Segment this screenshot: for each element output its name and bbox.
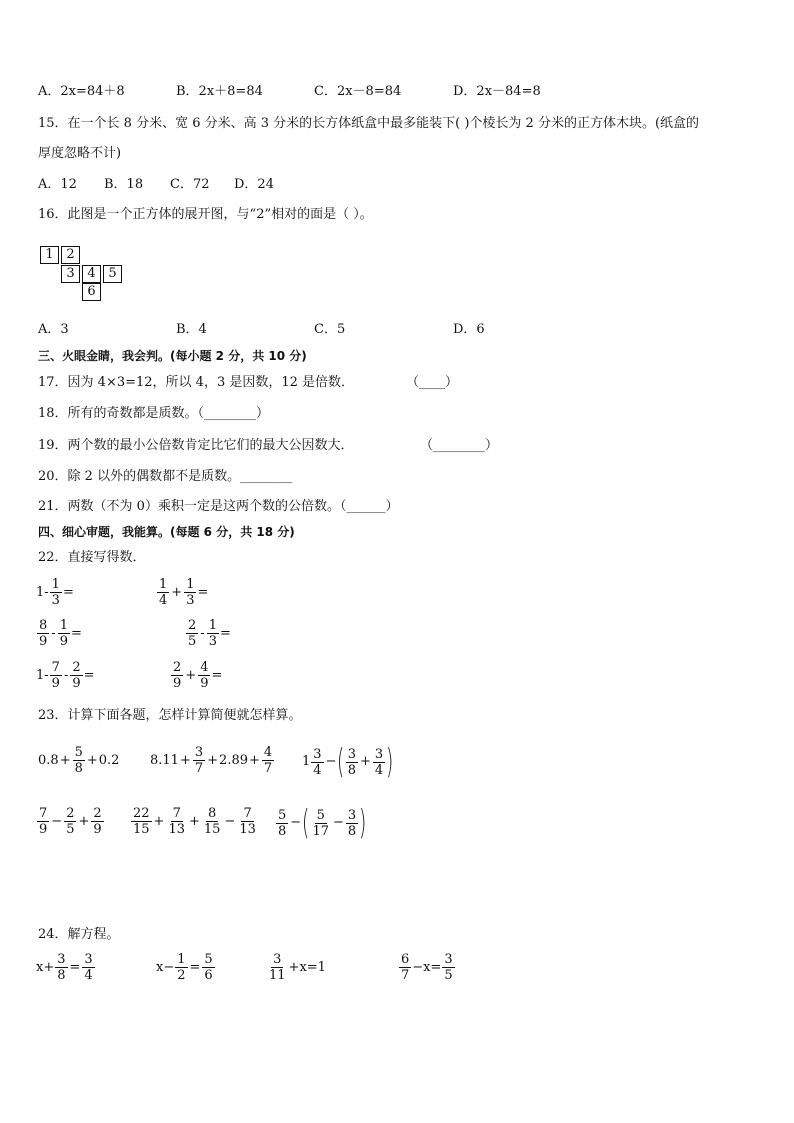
fraction: $\frac{1}{9}$ (59, 618, 68, 649)
fraction: $\frac{8}{9}$ (39, 618, 48, 649)
operator: + (249, 752, 260, 768)
fraction: $\frac{3}{5}$ (444, 952, 453, 983)
q19-stem: 19．两个数的最小公倍数肯定比它们的最大公因数大． (38, 438, 354, 453)
fraction: $\frac{8}{15}$ (203, 806, 221, 837)
q22-e1-lead: 1- (36, 584, 49, 600)
fraction: $\frac{4}{7}$ (263, 745, 273, 776)
q22-expression-6 (170, 660, 222, 691)
q16-option-d: D．6 (453, 322, 485, 337)
q15-option-b: B．18 (104, 177, 144, 192)
fraction: $\frac{1}{2}$ (177, 952, 186, 983)
operator: - (200, 625, 205, 641)
fraction: $\frac{1}{3}$ (208, 618, 217, 649)
term: x− (156, 959, 175, 975)
net-face-2: 2 (61, 246, 80, 264)
fraction: $\frac{2}{5}$ (66, 806, 75, 837)
cube-net-diagram (40, 246, 124, 302)
fraction: $\frac{3}{4}$ (313, 746, 322, 778)
q22-expression-3 (36, 618, 82, 649)
operator: − (290, 815, 302, 830)
fraction: $\frac{3}{11}$ (269, 952, 286, 983)
q23-expression-1 (38, 745, 119, 776)
number: 0.2 (98, 752, 120, 768)
fraction: $\frac{5}{8}$ (278, 807, 287, 839)
fraction: $\frac{7}{9}$ (39, 806, 48, 837)
equals-sign: = (189, 959, 201, 975)
q14-option-c: C．2x－8=84 (314, 84, 402, 99)
q23-stem: 23．计算下面各题，怎样计算简便就怎样算。 (38, 708, 302, 723)
q16-option-a: A．3 (38, 322, 69, 337)
q16-option-b: B．4 (176, 322, 207, 337)
equals-sign: = (211, 667, 223, 683)
net-face-3: 3 (61, 265, 80, 283)
fraction: $\frac{6}{7}$ (401, 952, 410, 983)
number: 0.8 (38, 752, 59, 768)
fraction: $\frac{7}{9}$ (51, 660, 60, 691)
q15-option-c: C．72 (170, 177, 210, 192)
equals-sign: = (197, 584, 209, 600)
fraction: $\frac{1}{3}$ (186, 577, 195, 608)
fraction: $\frac{2}{9}$ (173, 660, 182, 691)
section-4-heading: 四、细心审题，我能算。(每题 6 分，共 18 分) (38, 525, 295, 539)
q15-stem-line1: 15．在一个长 8 分米、宽 6 分米、高 3 分米的长方体纸盒中最多能装下( )个棱长为 2 分米的正方体木块。(纸盒的 (38, 116, 700, 131)
q19-answer-blank[interactable]: （________） (420, 438, 499, 453)
q24-equation-1 (36, 952, 96, 983)
term: x+ (36, 959, 55, 975)
fraction: $\frac{7}{13}$ (168, 806, 185, 837)
operator: + (185, 667, 197, 683)
q18-stem: 18．所有的奇数都是质数。（________） (38, 406, 270, 421)
q20-stem: 20．除 2 以外的偶数都不是质数。________ (38, 469, 293, 484)
section-3-heading: 三、火眼金睛，我会判。(每小题 2 分，共 10 分) (38, 349, 307, 363)
q15-option-d: D．24 (234, 177, 274, 192)
fraction: $\frac{5}{8}$ (74, 745, 83, 776)
q23-expression-5 (130, 806, 259, 837)
fraction: $\frac{1}{3}$ (51, 577, 60, 608)
operator: + (78, 813, 90, 829)
fraction: $\frac{3}{7}$ (194, 745, 204, 776)
operator: + (86, 752, 98, 768)
fraction: $\frac{5}{6}$ (204, 952, 213, 983)
operator: - (63, 667, 69, 683)
left-paren: ( (337, 742, 345, 782)
operator: - (51, 625, 56, 641)
right-paren: ) (386, 742, 394, 782)
fraction: $\frac{1}{4}$ (159, 577, 168, 608)
q14-option-d: D．2x－84=8 (453, 84, 541, 99)
operator: + (207, 752, 219, 768)
equals-sign: = (62, 584, 74, 600)
fraction: $\frac{3}{4}$ (84, 952, 93, 983)
q23-expression-4 (36, 806, 105, 837)
net-face-1: 1 (40, 246, 59, 264)
left-paren: ( (302, 803, 310, 843)
fraction: $\frac{5}{17}$ (312, 807, 329, 839)
operator: − (224, 813, 236, 829)
operator: + (189, 813, 200, 829)
q22-expression-1 (36, 577, 74, 608)
q22-expression-4 (185, 618, 231, 649)
operator: + (360, 754, 371, 769)
q22-expression-5 (36, 660, 95, 691)
q14-option-b: B．2x＋8=84 (176, 84, 263, 99)
q24-equation-2 (156, 952, 216, 983)
whole-number: 1 (302, 754, 311, 769)
q16-option-c: C．5 (314, 322, 346, 337)
operator: − (333, 815, 344, 830)
equals-sign: = (83, 667, 95, 683)
fraction: $\frac{7}{13}$ (239, 806, 256, 837)
q21-stem: 21．两数（不为 0）乘积一定是这两个数的公倍数。（______） (38, 499, 399, 514)
q24-equation-4 (398, 952, 456, 983)
q17-answer-blank[interactable]: （____） (406, 375, 459, 390)
q22-expression-2 (156, 577, 208, 608)
fraction: $\frac{22}{15}$ (133, 806, 150, 837)
right-paren: ) (359, 803, 367, 843)
equals-sign: = (219, 625, 231, 641)
operator: + (171, 584, 183, 600)
equals-sign: = (70, 625, 82, 641)
q17-stem: 17．因为 4×3=12，所以 4，3 是因数，12 是倍数． (38, 375, 355, 390)
q24-equation-3 (266, 952, 326, 983)
q14-option-a: A．2x=84＋8 (38, 84, 125, 99)
q23-expression-6 (275, 803, 367, 843)
term: −x= (412, 959, 442, 975)
fraction: $\frac{3}{8}$ (347, 746, 357, 778)
operator: − (325, 754, 337, 769)
number: 8.11 (150, 752, 179, 768)
fraction: $\frac{3}{4}$ (374, 746, 384, 778)
net-face-6: 6 (82, 283, 101, 301)
equals-sign: = (69, 959, 81, 975)
q15-option-a: A．12 (38, 177, 77, 192)
operator: + (179, 752, 191, 768)
term: +x=1 (288, 959, 326, 975)
net-face-5: 5 (103, 265, 122, 283)
q23-expression-2 (150, 745, 275, 776)
q22-stem: 22．直接写得数． (38, 550, 146, 565)
fraction: $\frac{2}{9}$ (72, 660, 81, 691)
operator: + (59, 752, 71, 768)
q23-expression-3 (302, 742, 394, 782)
q22-e5-lead: 1- (36, 667, 49, 683)
fraction: $\frac{2}{5}$ (188, 618, 197, 649)
q16-stem: 16．此图是一个正方体的展开图，与“2”相对的面是（ ）。 (38, 207, 373, 222)
fraction: $\frac{4}{9}$ (200, 660, 209, 691)
operator: − (51, 813, 63, 829)
operator: + (153, 813, 165, 829)
q24-stem: 24．解方程。 (38, 927, 120, 942)
fraction: $\frac{3}{8}$ (347, 807, 357, 839)
q15-stem-line2: 厚度忽略不计) (38, 146, 122, 161)
net-face-4: 4 (82, 265, 101, 283)
fraction: $\frac{3}{8}$ (57, 952, 66, 983)
fraction: $\frac{2}{9}$ (93, 806, 102, 837)
number: 2.89 (219, 752, 248, 768)
